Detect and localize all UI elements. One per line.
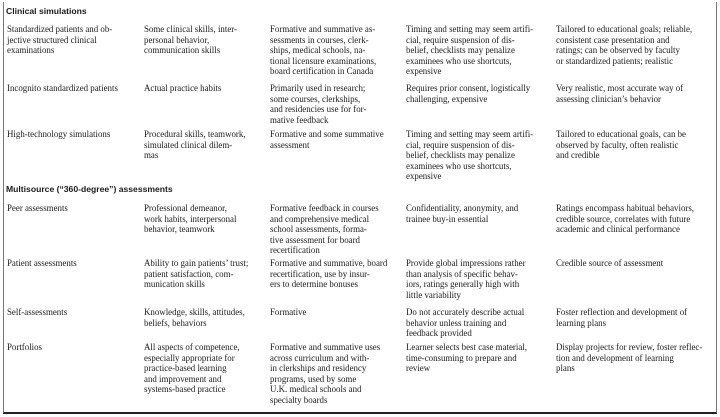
section-title-multisource-assessments: Multisource (“360-degree”) assessments	[6, 184, 173, 194]
table-cell-method: High-technology simulations	[7, 129, 111, 139]
table-cell-strengths: Very realistic, most accurate way of assessing clinician’s behavior	[556, 83, 684, 104]
table-cell-use: Formative feedback in courses and comprehensive medical school assessments, forma- tive assessment for board recertification	[270, 203, 379, 256]
table-cell-limitations: Timing and setting may seem artifi- cial, require suspension of dis- belief, checklists may penalize examinees who use shortcuts, expensive	[406, 129, 534, 182]
table-cell-limitations: Provide global impressions rather than analysis of specific behav- iors, ratings generally high with little variability	[406, 258, 526, 300]
table-cell-method: Standardized patients and ob- jective structured clinical examinations	[7, 24, 113, 56]
table-cell-use: Formative and summative uses across curriculum and with- in clerkships and residency programs, used by some U.K. medical schools and specialty boards	[270, 342, 381, 405]
table-cell-domain: Ability to gain patients’ trust; patient satisfaction, com- munication skills	[144, 258, 249, 290]
table-cell-use: Formative and summative, board recertification, use by insur- ers to determine bonuses	[270, 258, 388, 290]
table-cell-domain: All aspects of competence, especially appropriate for practice-based learning and improvement and systems-based practice	[144, 342, 240, 395]
table-cell-strengths: Display projects for review, foster reflec- tion and development of learning plans	[556, 342, 703, 374]
table-cell-strengths: Ratings encompass habitual behaviors, credible source, correlates with future academic and clinical performance	[556, 203, 695, 235]
section-title-clinical-simulations: Clinical simulations	[6, 6, 87, 16]
table-cell-method: Peer assessments	[7, 203, 68, 213]
table-cell-strengths: Credible source of assessment	[556, 258, 664, 268]
table-cell-limitations: Learner selects best case material, time-consuming to prepare and review	[406, 342, 527, 374]
table-cell-domain: Actual practice habits	[144, 83, 222, 93]
table-cell-method: Patient assessments	[7, 258, 77, 268]
table-cell-method: Incognito standardized patients	[7, 83, 118, 93]
table-cell-strengths: Foster reflection and development of learning plans	[556, 307, 688, 328]
table-cell-method: Self-assessments	[7, 307, 68, 317]
table-cell-domain: Professional demeanor, work habits, interpersonal behavior, teamwork	[144, 203, 237, 235]
table-cell-use: Formative	[270, 307, 307, 317]
table-cell-domain: Procedural skills, teamwork, simulated clinical dilem- mas	[144, 129, 246, 161]
table-cell-domain: Some clinical skills, inter- personal behavior, communication skills	[144, 24, 237, 56]
table-cell-use: Primarily used in research; some courses, clerkships, and residencies use for for- mative feedback	[270, 83, 367, 125]
table-cell-limitations: Requires prior consent, logistically challenging, expensive	[406, 83, 531, 104]
table-cell-method: Portfolios	[7, 342, 43, 352]
table-cell-limitations: Timing and setting may seem artifi- cial, require suspension of dis- belief, checklists may penalize examinees who use shortcuts, expensive	[406, 24, 534, 77]
table-cell-use: Formative and some summative assessment	[270, 129, 384, 150]
table-cell-domain: Knowledge, skills, attitudes, beliefs, behaviors	[144, 307, 245, 328]
table-cell-use: Formative and summative as- sessments in courses, clerk- ships, medical schools, na- tional licensure examinations, board certification in Canada	[270, 24, 377, 77]
table-cell-strengths: Tailored to educational goals; reliable, consistent case presentation and ratings; can be observed by faculty or standardized patients; realistic	[556, 24, 693, 66]
table-cell-limitations: Do not accurately describe actual behavior unless training and feedback provided	[406, 307, 525, 339]
table-cell-limitations: Confidentiality, anonymity, and trainee buy-in essential	[406, 203, 519, 224]
table-cell-strengths: Tailored to educational goals, can be observed by faculty, often realistic and credible	[556, 129, 686, 161]
